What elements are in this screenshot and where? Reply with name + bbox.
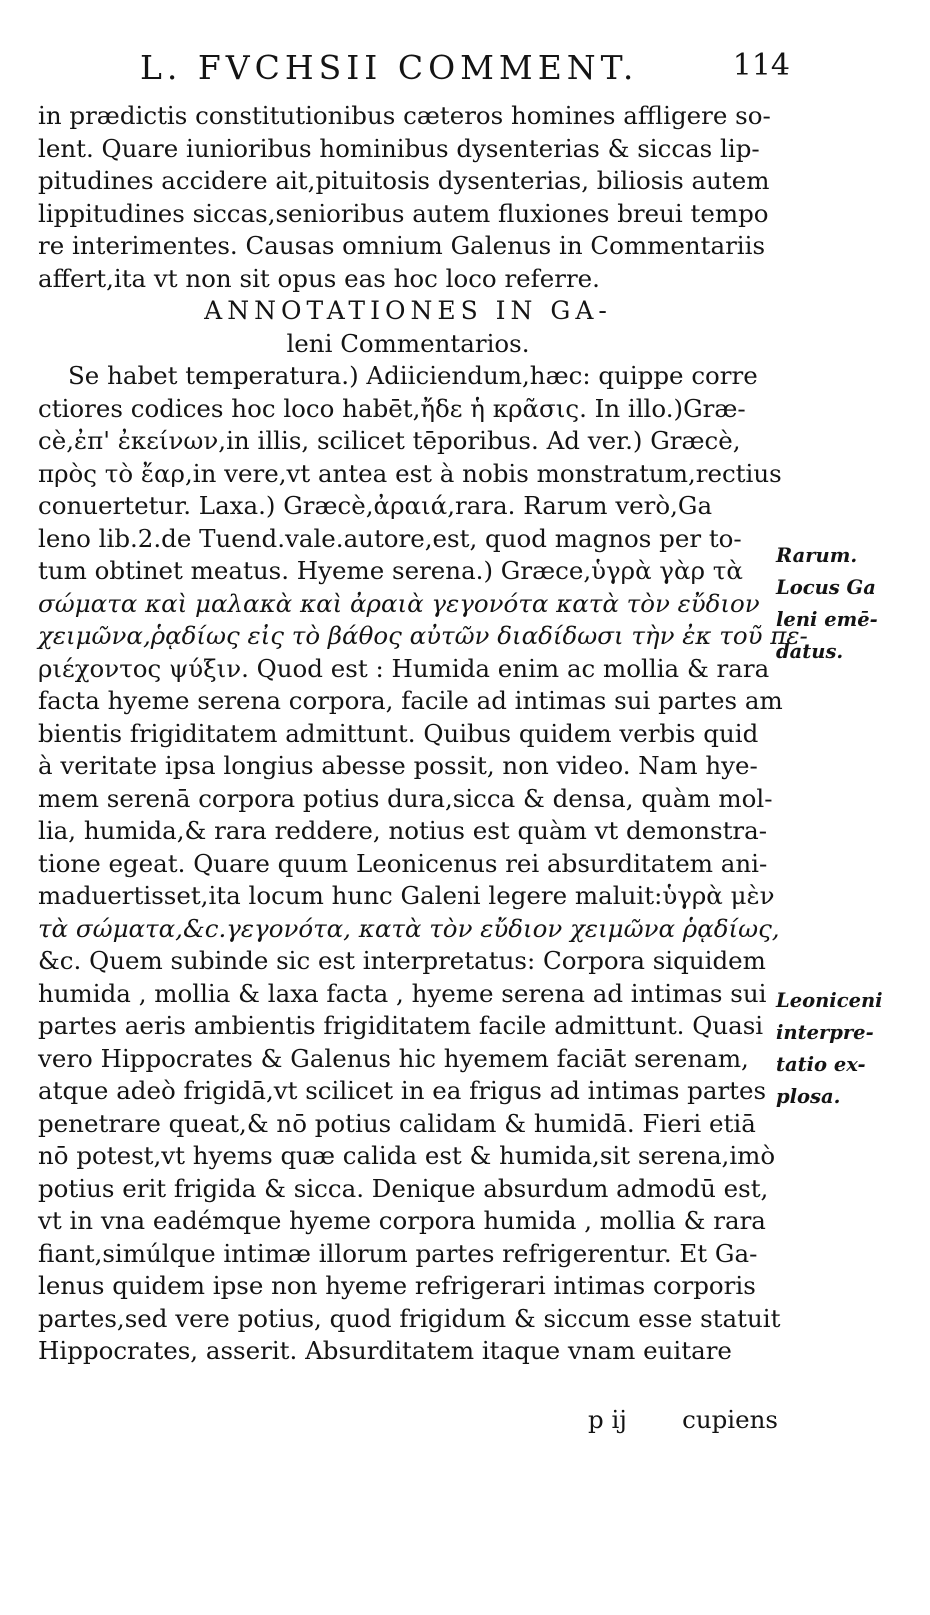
- text-line: χειμῶνα,ῥᾳδίως εἰς τὸ βάθος αὐτῶν διαδίδωσι τὴν ἐκ τοῦ πε-: [38, 621, 808, 650]
- text-line: potius erit frigida & sicca. Denique absurdum admodū est,: [38, 1173, 769, 1203]
- text-line: leno lib.2.de Tuend.vale.autore,est, quod magnos per to-: [38, 523, 742, 553]
- margin-note-line: tatio ex-: [776, 1053, 866, 1076]
- text-line: ctiores codices hoc loco habēt,ἤδε ἡ κρᾶσις. In illo.)Græ-: [38, 393, 746, 423]
- text-line: &c. Quem subinde sic est interpretatus: Corpora siquidem: [38, 946, 766, 975]
- page-header: [140, 48, 790, 96]
- text-line: humida , mollia & laxa facta , hyeme serena ad intimas sui: [38, 978, 767, 1008]
- margin-note-line: leni emē-: [776, 608, 878, 631]
- text-line: affert,ita vt non sit opus eas hoc loco referre.: [38, 263, 600, 293]
- margin-note-line: interpre-: [776, 1021, 874, 1044]
- text-line: tum obtinet meatus. Hyeme serena.) Græce,ὑγρὰ γὰρ τὰ: [38, 556, 743, 585]
- text-line: partes,sed vere potius, quod frigidum & siccum esse statuit: [38, 1303, 781, 1333]
- text-line: ριέχοντος ψύξιν. Quod est : Humida enim ac mollia & rara: [38, 653, 770, 683]
- margin-note-line: datus.: [776, 640, 844, 663]
- text-line: in prædictis constitutionibus cæteros homines affligere so-: [38, 101, 771, 130]
- text-line: cè,ἐπ' ἐκείνων,in illis, scilicet tēporibus. Ad ver.) Græcè,: [38, 426, 741, 455]
- text-line: τὰ σώματα,&c.γεγονότα, κατὰ τὸν εὔδιον χειμῶνα ῥᾳδίως,: [38, 913, 780, 943]
- text-line: lent. Quare iunioribus hominibus dysenterias & siccas lip-: [38, 133, 760, 163]
- page-number: 114: [732, 48, 790, 83]
- margin-note-line: Locus Ga: [776, 576, 876, 599]
- text-line: nō potest,vt hyems quæ calida est & humida,sit serena,imò: [38, 1141, 776, 1170]
- main-text-block: [38, 100, 808, 1368]
- text-line: facta hyeme serena corpora, facile ad intimas sui partes am: [38, 686, 783, 715]
- text-line: maduertisset,ita locum hunc Galeni legere maluit:ὑγρὰ μὲν: [38, 881, 775, 910]
- page-footer: [38, 1405, 778, 1441]
- section-subheading: leni Commentarios.: [286, 328, 530, 358]
- margin-note-line: Rarum.: [776, 544, 858, 567]
- text-line: Hippocrates, asserit. Absurditatem itaque vnam euitare: [38, 1336, 732, 1365]
- text-line: fiant,simúlque intimæ illorum partes refrigerentur. Et Ga-: [38, 1238, 758, 1268]
- text-line: πρὸς τὸ ἔαρ,in vere,vt antea est à nobis monstratum,rectius: [38, 458, 782, 488]
- text-line: à veritate ipsa longius abesse possit, non video. Nam hye-: [38, 751, 758, 780]
- text-line: tione egeat. Quare quum Leonicenus rei absurditatem ani-: [38, 848, 768, 878]
- text-line: Se habet temperatura.) Adiiciendum,hæc: quippe corre: [68, 361, 758, 390]
- text-line: bientis frigiditatem admittunt. Quibus quidem verbis quid: [38, 718, 759, 748]
- catchword: cupiens: [682, 1405, 778, 1434]
- text-line: lia, humida,& rara reddere, notius est quàm vt demonstra-: [38, 816, 768, 845]
- text-line: mem serenā corpora potius dura,sicca & densa, quàm mol-: [38, 783, 773, 813]
- margin-note: [776, 572, 878, 668]
- text-line: re interimentes. Causas omnium Galenus in Commentariis: [38, 231, 766, 260]
- text-line: atque adeò frigidā,vt scilicet in ea frigus ad intimas partes: [38, 1076, 767, 1105]
- text-line: pitudines accidere ait,pituitosis dysenterias, biliosis autem: [38, 166, 770, 195]
- text-line: penetrare queat,& nō potius calidam & humidā. Fieri etiā: [38, 1108, 756, 1138]
- text-line: vero Hippocrates & Galenus hic hyemem faciāt serenam,: [38, 1043, 749, 1073]
- text-line: partes aeris ambientis frigiditatem facile admittunt. Quasi: [38, 1011, 764, 1040]
- margin-note: [776, 985, 883, 1113]
- text-line: conuertetur. Laxa.) Græcè,ἀραιά,rara. Rarum verò,Ga: [38, 491, 713, 520]
- signature-mark: p ij: [588, 1405, 627, 1434]
- margin-note-line: plosa.: [776, 1085, 841, 1108]
- section-heading: ANNOTATIONES IN GA-: [204, 296, 612, 325]
- text-line: lenus quidem ipse non hyeme refrigerari intimas corporis: [38, 1271, 756, 1300]
- margin-note-line: Leoniceni: [776, 989, 883, 1012]
- text-line: lippitudines siccas,senioribus autem fluxiones breui tempo: [38, 198, 769, 228]
- text-line: vt in vna eadémque hyeme corpora humida , mollia & rara: [38, 1206, 766, 1235]
- running-title: L. FVCHSII COMMENT.: [140, 48, 639, 87]
- text-line: σώματα καὶ μαλακὰ καὶ ἀραιὰ γεγονότα κατὰ τὸν εὔδιον: [38, 588, 760, 618]
- margin-note: [776, 540, 857, 572]
